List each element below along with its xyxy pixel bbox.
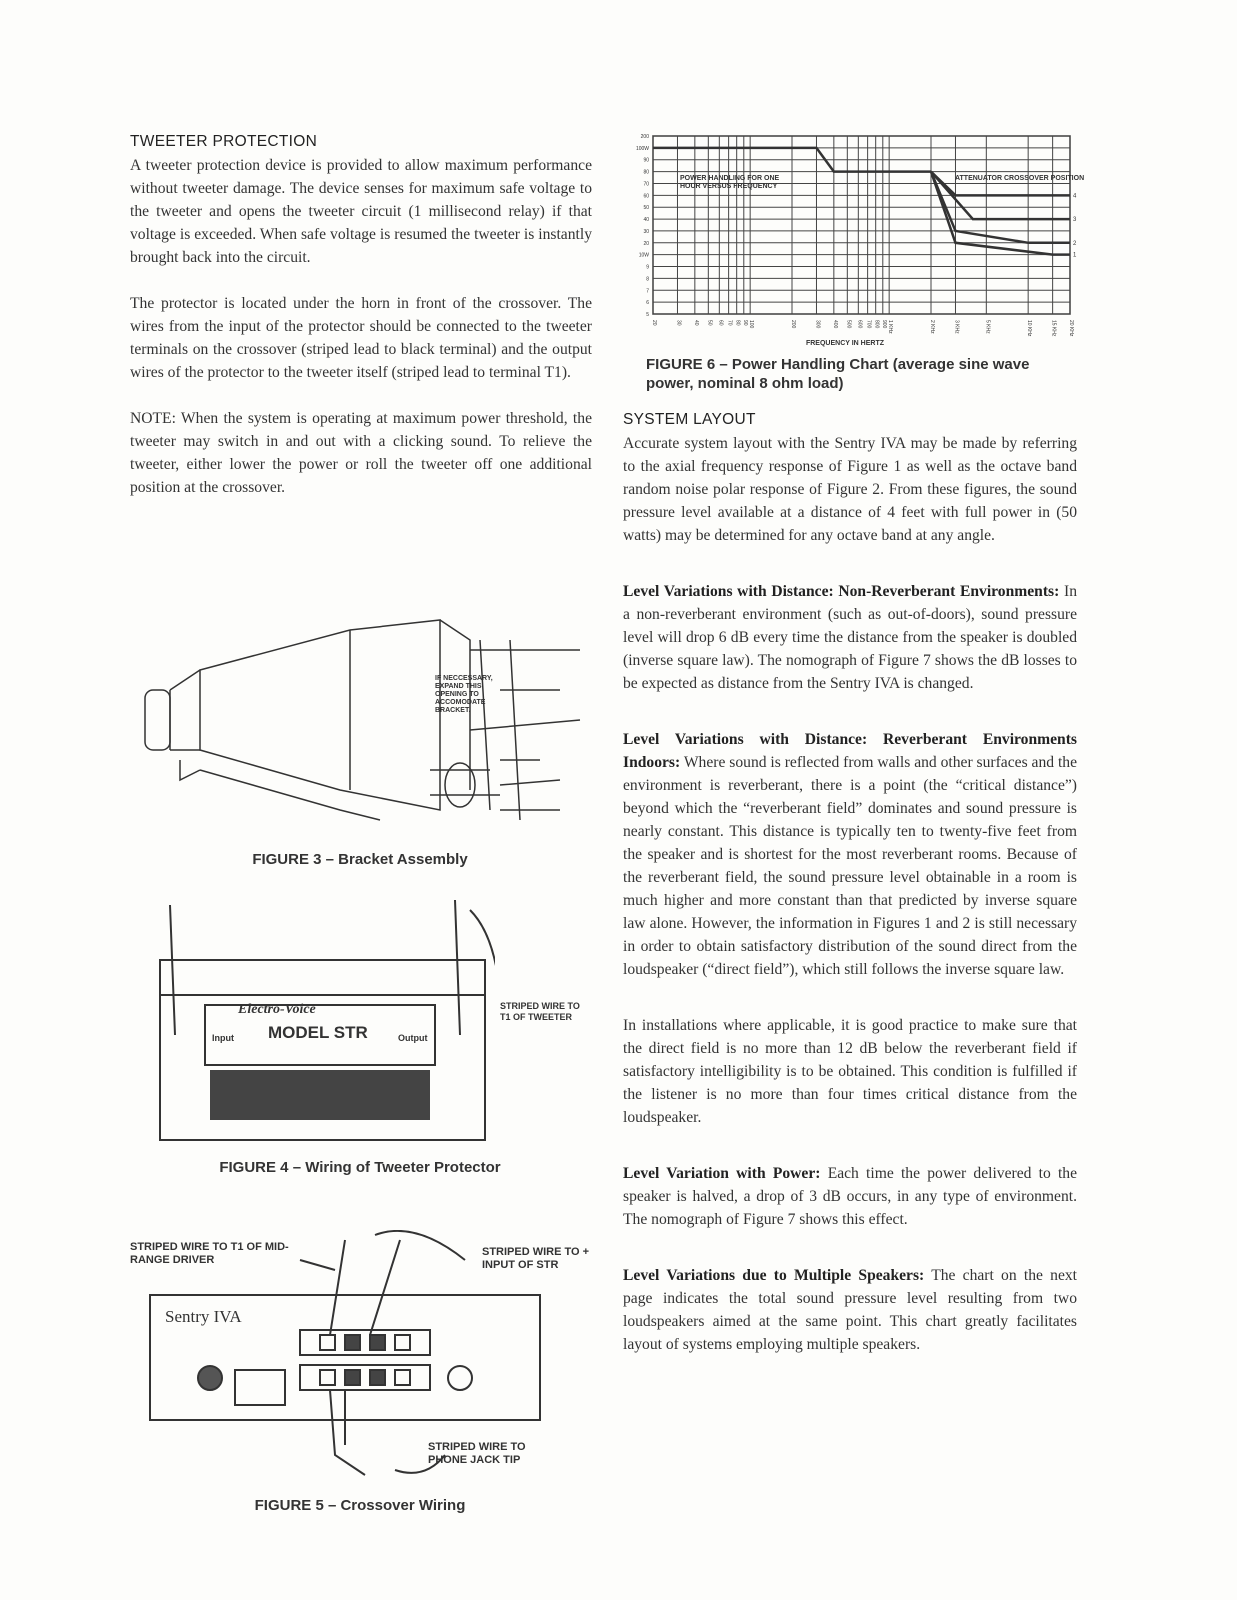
callout-phone-jack: STRIPED WIRE TO PHONE JACK TIP bbox=[428, 1441, 526, 1466]
x-tick-label: 400 bbox=[831, 320, 838, 329]
x-tick-label: 200 bbox=[790, 320, 796, 329]
paragraph-text: Each time the power delivered to the speaker is halved, a drop of 3 dB occurs, in any type of environment. The nomograph of Figure 7 shows this effect. bbox=[623, 1165, 1078, 1228]
y-tick-label: 6 bbox=[646, 300, 649, 307]
x-tick-label: 70 bbox=[726, 320, 733, 326]
paragraph bbox=[623, 580, 1077, 695]
y-tick-label: 7 bbox=[646, 288, 649, 295]
striped-wire-callout: STRIPED WIRE TO T1 OF TWEETER bbox=[500, 1001, 580, 1022]
series-label: 1 bbox=[1073, 252, 1077, 259]
figure-5-caption: FIGURE 5 – Crossover Wiring bbox=[254, 1497, 466, 1514]
x-tick-label: 30 bbox=[675, 320, 682, 326]
paragraph: The protector is located under the horn in front of the crossover. The wires from the input of the protector should be connected to the tweeter terminals on the crossover (striped lead to black terminal) and the output wires of the protector to the tweeter itself (striped lead to terminal T1). bbox=[130, 295, 592, 381]
x-tick-label: 5 KHz bbox=[984, 320, 991, 334]
paragraph: In installations where applicable, it is good practice to make sure that the direct field is no more than 12 dB below the reverberant field if satisfactory intelligibility is to be obtained. This condition is fulfilled if the listener is no more than four times critical distance from the loudspeaker. bbox=[623, 1017, 1077, 1126]
x-tick-label: 900 bbox=[880, 320, 887, 329]
system-layout-section bbox=[623, 411, 1077, 1356]
y-tick-label: 5 bbox=[646, 312, 649, 318]
x-tick-label: 60 bbox=[717, 320, 724, 326]
power-handling-chart bbox=[615, 128, 1085, 350]
paragraph-text: The chart on the next page indicates the total sound pressure level resulting from two loudspeakers aimed at the same point. This chart greatly facilitates layout of systems employing multiple speakers. bbox=[623, 1267, 1077, 1353]
callout-mid-range: STRIPED WIRE TO T1 OF MID-RANGE DRIVER bbox=[130, 1241, 289, 1266]
paragraph bbox=[623, 1264, 1077, 1356]
y-tick-label: 90 bbox=[643, 157, 649, 164]
y-tick-label: 20 bbox=[643, 240, 649, 247]
paragraph: A tweeter protection device is provided to allow maximum performance without tweeter damage. The device senses for maximum safe voltage to the tweeter and opens the tweeter circuit (1 millisecond relay) if that voltage is exceeded. When safe voltage is resumed the tweeter is instantly brought back into the circuit. bbox=[130, 157, 592, 266]
y-tick-label: 80 bbox=[643, 169, 649, 176]
input-label: Input bbox=[212, 1033, 234, 1043]
y-tick-label: 9 bbox=[646, 264, 649, 271]
x-tick-label: 20 bbox=[651, 320, 657, 326]
paragraph: NOTE: When the system is operating at maximum power threshold, the tweeter may switch in and out with a clicking sound. To relieve the tweeter, either lower the power or roll the tweeter off one additional position at the crossover. bbox=[130, 410, 592, 496]
series-label: 2 bbox=[1073, 240, 1077, 247]
x-tick-label: 80 bbox=[734, 320, 741, 326]
x-tick-label: 3 KHz bbox=[953, 320, 960, 334]
x-tick-label: 100 bbox=[748, 320, 755, 329]
callout-str-input: STRIPED WIRE TO + INPUT OF STR bbox=[482, 1246, 590, 1271]
bracket-note: IF NECCESSARY, EXPAND THIS OPENING TO ACCOMODATE BRACKET. bbox=[435, 675, 493, 714]
x-tick-label: 15 KHz bbox=[1050, 320, 1057, 337]
paragraph bbox=[623, 1162, 1077, 1231]
paragraph bbox=[623, 728, 1077, 981]
x-tick-label: 1 KHz bbox=[887, 320, 894, 334]
paragraph-title: Level Variations with Distance: Reverberant Environments Indoors: bbox=[623, 731, 1077, 771]
sentry-nameplate: Sentry IVA bbox=[165, 1307, 242, 1326]
x-tick-label: 800 bbox=[873, 320, 880, 329]
paragraph-text: In a non-reverberant environment (such as out-of-doors), sound pressure level will drop 6 dB every time the distance from the speaker is doubled (inverse square law). The nomograph of Figure 7 shows the dB losses to be expected as distance from the Sentry IVA is changed. bbox=[623, 583, 1077, 692]
series-label: 3 bbox=[1073, 217, 1077, 224]
x-tick-label: 2 KHz bbox=[929, 320, 935, 334]
x-tick-label: 90 bbox=[741, 320, 748, 326]
y-tick-label: 10W bbox=[638, 252, 649, 259]
y-tick-label: 60 bbox=[643, 193, 649, 200]
x-tick-label: 600 bbox=[856, 320, 863, 329]
tweeter-protection-section bbox=[130, 133, 592, 499]
output-label: Output bbox=[398, 1033, 428, 1043]
x-tick-label: 40 bbox=[692, 320, 699, 326]
x-tick-label: 500 bbox=[845, 320, 852, 329]
x-tick-label: 10 KHz bbox=[1026, 320, 1033, 337]
y-tick-label: 100W bbox=[635, 145, 649, 152]
paragraph-title: Level Variation with Power: bbox=[623, 1165, 821, 1182]
paragraph: Accurate system layout with the Sentry IVA may be made by referring to the axial frequency response of Figure 1 as well as the octave band random noise polar response of Figure 2. From these figures, the sound pressure level available at a distance of 4 feet with full power in (50 watts) may be determined for any octave band at any angle. bbox=[623, 435, 1077, 544]
chart-title: POWER HANDLING FOR ONE HOUR VERSUS FREQUENCY bbox=[680, 175, 780, 190]
paragraph-text: Where sound is reflected from walls and other surfaces and the environment is reverberant, there is a point (the “critical distance”) beyond which the “reverberant field” dominates and sound pressure is nearly constant. This distance is typically ten to twenty-five feet from the speaker and is shortest for the most reverberant rooms. Because of the reverberant field, the sound pressure level obtainable in a room is much higher and more constant than that predicted by inverse square law alone. However, the information in Figures 1 and 2 is still necessary in order to obtain satisfactory distribution of the sound direct from the loudspeaker (“direct field”), which still follows the inverse square law. bbox=[623, 754, 1077, 978]
series-label: 4 bbox=[1073, 193, 1077, 200]
figure-3-caption: FIGURE 3 – Bracket Assembly bbox=[252, 851, 468, 868]
section-heading: SYSTEM LAYOUT bbox=[623, 411, 756, 428]
figure-4-caption: FIGURE 4 – Wiring of Tweeter Protector bbox=[219, 1159, 501, 1176]
y-tick-label: 30 bbox=[643, 228, 649, 235]
model-label: MODEL STR bbox=[268, 1023, 368, 1042]
y-tick-label: 70 bbox=[643, 181, 649, 188]
figure-6-caption: FIGURE 6 – Power Handling Chart (average sine wave power, nominal 8 ohm load) bbox=[646, 356, 1030, 392]
y-tick-label: 50 bbox=[643, 205, 649, 212]
x-tick-label: 700 bbox=[865, 320, 872, 329]
x-tick-label: 300 bbox=[814, 320, 821, 329]
chart-frame bbox=[653, 136, 1070, 314]
paragraph-title: Level Variations due to Multiple Speakers: bbox=[623, 1267, 925, 1284]
paragraph-title: Level Variations with Distance: Non-Reverberant Environments: bbox=[623, 583, 1060, 600]
x-tick-label: 20 KHz bbox=[1068, 320, 1074, 337]
x-tick-label: 50 bbox=[706, 320, 713, 326]
brand-logo: Electro-Voice bbox=[238, 1002, 316, 1017]
y-tick-label: 200 bbox=[640, 134, 649, 140]
tweeter-protector-drawing bbox=[155, 895, 495, 1145]
bracket-assembly-drawing bbox=[140, 610, 600, 845]
chart-legend-title: ATTENUATOR CROSSOVER POSITION bbox=[955, 175, 1085, 182]
chart-xlabel: FREQUENCY IN HERTZ bbox=[805, 340, 885, 347]
y-tick-label: 40 bbox=[643, 217, 649, 224]
section-heading: TWEETER PROTECTION bbox=[130, 133, 318, 150]
y-tick-label: 8 bbox=[646, 276, 649, 283]
